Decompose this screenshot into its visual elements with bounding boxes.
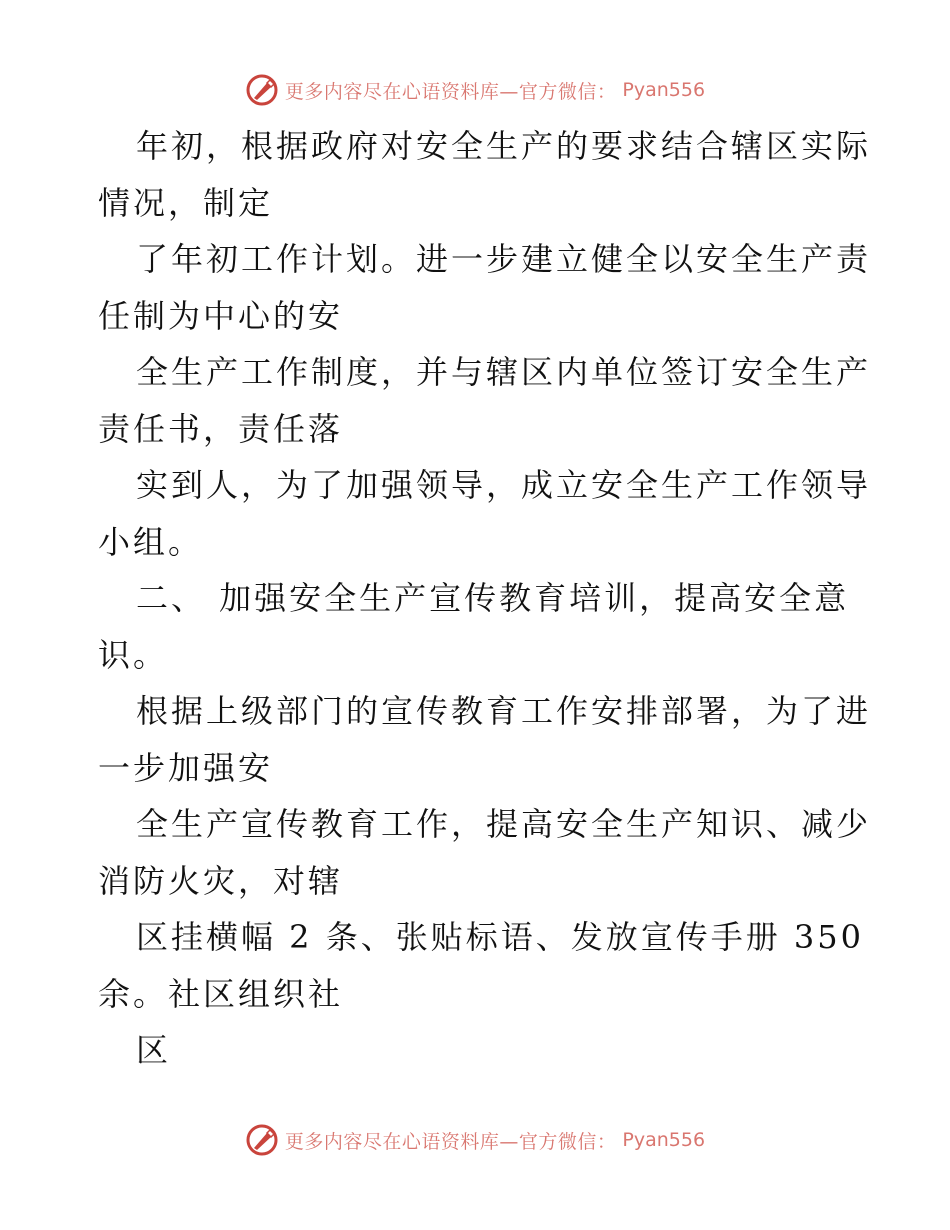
body-line: 实到人，为了加强领导，成立安全生产工作领导: [136, 466, 872, 504]
watermark-text: 更多内容尽在心语资料库—官方微信：: [284, 1130, 617, 1153]
document-body: [98, 118, 872, 1079]
body-line: 责任书，责任落: [98, 409, 344, 448]
body-line: 根据上级部门的宣传教育工作安排部署，为了进: [136, 692, 872, 730]
body-line: 全生产工作制度，并与辖区内单位签订安全生产: [136, 353, 872, 391]
body-line: 一步加强安: [98, 748, 274, 787]
body-line: 情况，制定: [98, 183, 274, 222]
pen-nib-logo-icon: [245, 73, 279, 107]
body-line: 任制为中心的安: [98, 296, 344, 335]
pen-nib-logo-icon: [245, 1123, 279, 1157]
body-line: 区: [136, 1031, 172, 1069]
watermark-wechat-id: Pyan556: [622, 1129, 706, 1151]
body-line: 区挂横幅 2 条、张贴标语、发放宣传手册 350: [136, 918, 864, 956]
section-heading: 二、 加强安全生产宣传教育培训，提高安全意: [136, 579, 850, 617]
watermark-wechat-id: Pyan556: [622, 79, 706, 101]
body-line: 消防火灾，对辖: [98, 861, 344, 900]
watermark-text: 更多内容尽在心语资料库—官方微信：: [284, 80, 617, 103]
body-line: 年初，根据政府对安全生产的要求结合辖区实际: [136, 127, 872, 165]
body-line: 小组。: [98, 522, 204, 561]
footer-watermark: [0, 1120, 950, 1160]
body-line: 余。社区组织社: [98, 974, 344, 1013]
body-line: 识。: [98, 635, 169, 674]
header-watermark: [0, 70, 950, 110]
body-line: 全生产宣传教育工作，提高安全生产知识、减少: [136, 805, 872, 843]
body-line: 了年初工作计划。进一步建立健全以安全生产责: [136, 240, 872, 278]
